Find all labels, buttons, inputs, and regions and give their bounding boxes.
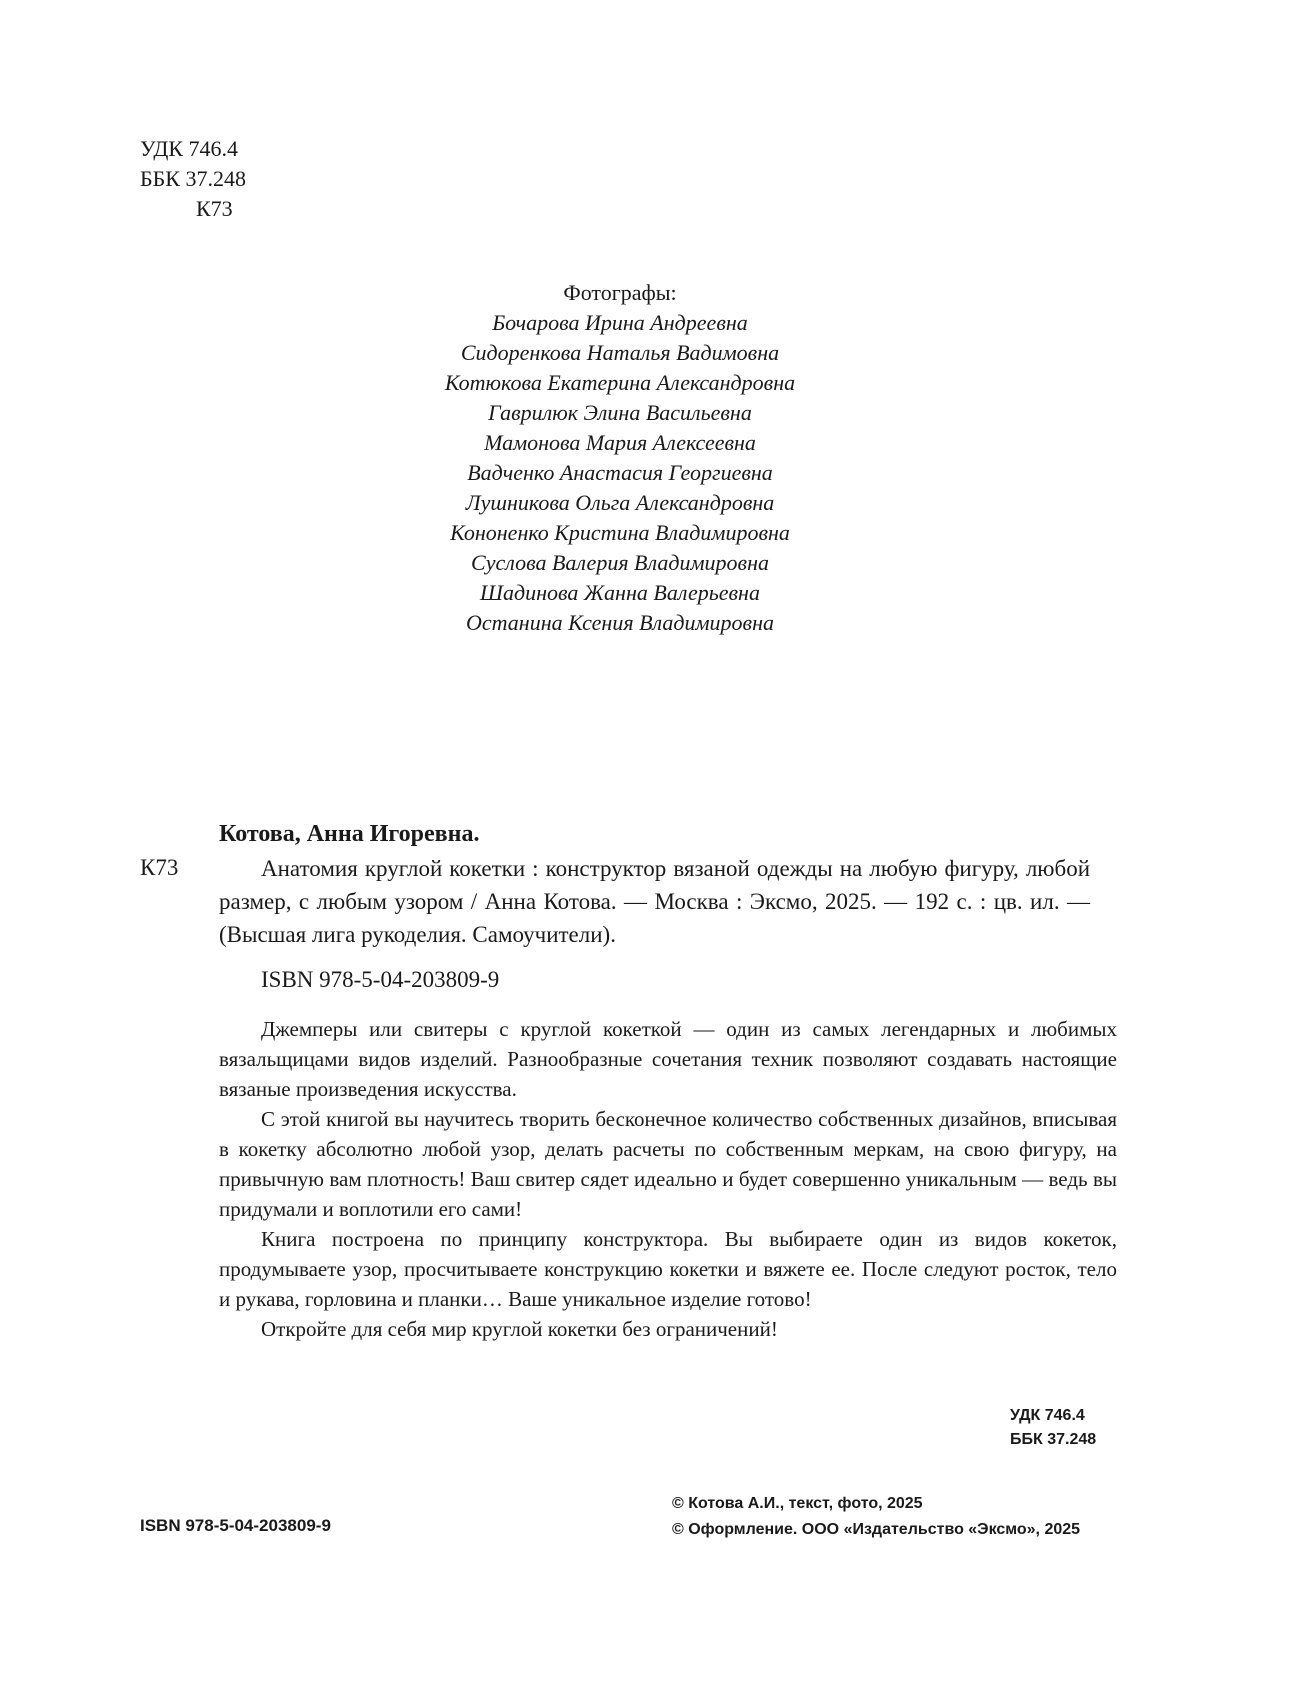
- photographer-name: Останина Ксения Владимировна: [465, 610, 774, 635]
- photographer-name: Кононенко Кристина Владимировна: [450, 520, 790, 545]
- photographer-name: Лушникова Ольга Александровна: [465, 490, 775, 515]
- catalog-author: Котова, Анна Игоревна.: [219, 821, 480, 847]
- annotation-paragraph: Джемперы или свитеры с круглой кокеткой — один из самых легендарных и любимых вязальщицами видов изделий. Разнообразные сочетания техник позволяют создавать настоящие вязаные произведения искусства.: [219, 1017, 1117, 1101]
- annotation: [219, 1014, 1117, 1344]
- photographer-name: Сидоренкова Наталья Вадимовна: [460, 340, 780, 365]
- annotation-paragraph: С этой книгой вы научитесь творить бесконечное количество собственных дизайнов, вписывая в кокетку абсолютно любой узор, делать расчеты по собственным меркам, на свою фигуру, на привычную вам плотность! Ваш свитер сядет идеально и будет совершенно уникальным — ведь вы придумали и воплотили его сами!: [219, 1107, 1117, 1221]
- bibliographic-description: Анатомия круглой кокетки : конструктор вязаной одежды на любую фигуру, любой размер, с любым узором / Анна Котова. — Москва : Эксмо, 2025. — 192 с. : цв. ил. — (Высшая лига рукоделия. Самоучители).: [219, 856, 1090, 947]
- bbk-code-bottom: ББК 37.248: [1010, 1431, 1097, 1448]
- copyright-block: [672, 1491, 1080, 1543]
- photographer-name: Бочарова Ирина Андреевна: [492, 310, 748, 335]
- udk-code: УДК 746.4: [140, 136, 239, 161]
- photographers-title: Фотографы:: [563, 280, 677, 305]
- annotation-paragraph: Книга построена по принципу конструктора. Вы выбираете один из видов кокеток, продумываете узор, просчитываете конструкцию кокетки и вяжете ее. После следуют росток, тело и рукава, горловина и планки… Ваше уникальное изделие готово!: [219, 1227, 1117, 1311]
- annotation-paragraph: Откройте для себя мир круглой кокетки без ограничений!: [261, 1317, 778, 1341]
- photographer-name: Вадченко Анастасия Георгиевна: [467, 460, 773, 485]
- copyright-line: © Котова А.И., текст, фото, 2025: [672, 1495, 923, 1512]
- photographer-name: Гаврилюк Элина Васильевна: [488, 400, 752, 425]
- bottom-classification-codes: [1010, 1404, 1096, 1452]
- author-sign: К73: [196, 196, 233, 221]
- top-classification-codes: [140, 134, 246, 224]
- photographer-name: Котюкова Екатерина Александровна: [444, 370, 796, 395]
- copyright-line: © Оформление. ООО «Издательство «Эксмо», 2025: [672, 1521, 1081, 1538]
- isbn-bottom: ISBN 978-5-04-203809-9: [140, 1516, 331, 1535]
- catalog-isbn: ISBN 978-5-04-203809-9: [261, 967, 500, 992]
- bbk-code: ББК 37.248: [140, 166, 246, 191]
- photographer-name: Мамонова Мария Алексеевна: [484, 430, 756, 455]
- photographer-name: Шадинова Жанна Валерьевна: [480, 580, 760, 605]
- catalog-sign: К73: [140, 855, 179, 880]
- photographer-name: Суслова Валерия Владимировна: [471, 550, 769, 575]
- udk-code-bottom: УДК 746.4: [1010, 1407, 1085, 1424]
- photographers-block: [300, 278, 940, 638]
